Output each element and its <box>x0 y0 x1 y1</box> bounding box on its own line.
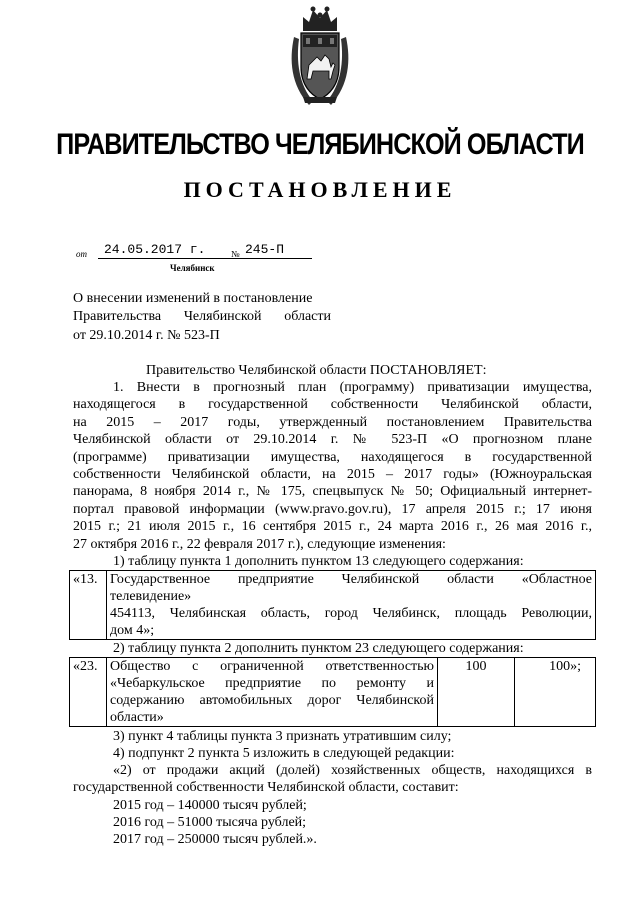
item-4: 4) подпункт 2 пункта 5 изложить в следующей редакции: <box>113 746 455 761</box>
paragraph-line: 2015 г.; 21 июля 2015 г., 16 сентября 2015 г., 24 марта 2016 г., 26 мая 2016 г., <box>73 519 592 535</box>
number-prefix: № <box>231 249 240 259</box>
table-2 <box>69 657 596 727</box>
year-line: 2015 год – 140000 тысяч рублей; <box>113 798 307 813</box>
year-line: 2016 год – 51000 тысяча рублей; <box>113 815 307 830</box>
paragraph-line: находящегося в государственной собственности Челябинской области, <box>73 397 592 413</box>
table-cell-content <box>107 658 438 727</box>
table-cell-number: «13. <box>70 571 107 640</box>
table-cell-value: 100»; <box>515 658 596 727</box>
table-line: Общество с ограниченной ответственностью <box>110 659 434 674</box>
date-number-line <box>76 244 316 264</box>
paragraph-line: 27 октября 2016 г., 22 февраля 2017 г.), следующие изменения: <box>73 536 446 552</box>
subject-line: от 29.10.2014 г. № 523-П <box>73 327 220 343</box>
table-cell-content <box>107 571 596 640</box>
item-1: 1) таблицу пункта 1 дополнить пунктом 13 следующего содержания: <box>113 554 524 569</box>
subject-line: Правительства Челябинской области <box>73 309 331 325</box>
table-line: содержанию автомобильных дорог Челябинской <box>110 693 434 708</box>
table-cell-value: 100 <box>438 658 515 727</box>
table-line: дом 4»; <box>110 623 155 638</box>
table-1 <box>69 570 596 640</box>
paragraph-line: портал правовой информации (www.pravo.gov.ru), 17 апреля 2015 г.; 17 июня <box>73 501 592 517</box>
table-line: области» <box>110 710 164 725</box>
paragraph-1 <box>73 379 592 553</box>
table-line: 454113, Челябинская область, город Челябинск, площадь Революции, <box>110 606 592 621</box>
quoted-subparagraph <box>73 762 592 797</box>
city-name: Челябинск <box>170 263 215 273</box>
paragraph-line: на 2015 – 2017 годы, утвержденный постановлением Правительства <box>73 414 592 430</box>
table-row <box>70 571 596 640</box>
paragraph-line: (программе) приватизации имущества, находящегося в государственной <box>73 449 592 465</box>
paragraph-line: собственности Челябинской области, на 2015 – 2017 годы» (Южноуральская <box>73 467 592 483</box>
document-subject <box>73 290 331 345</box>
subject-line: О внесении изменений в постановление <box>73 291 313 306</box>
organization-title: ПРАВИТЕЛЬСТВО ЧЕЛЯБИНСКОЙ ОБЛАСТИ <box>56 128 584 161</box>
document-date: 24.05.2017 г. <box>104 242 206 257</box>
date-underline <box>98 258 312 259</box>
table-cell-number: «23. <box>70 658 107 727</box>
document-number: 245-П <box>245 242 285 257</box>
date-prefix: от <box>76 249 87 259</box>
table-line: телевидение» <box>110 589 192 604</box>
paragraph-line: панорама, 8 ноября 2014 г., № 175, спецвыпуск № 50; Официальный интернет- <box>73 484 592 500</box>
table-line: «Чебаркульское предприятие по ремонту и <box>110 676 434 691</box>
paragraph-line: 1. Внести в прогнозный план (программу) приватизации имущества, <box>113 380 592 395</box>
year-line: 2017 год – 250000 тысяч рублей.». <box>113 832 317 847</box>
item-3: 3) пункт 4 таблицы пункта 3 признать утратившим силу; <box>113 729 452 744</box>
paragraph-line: Челябинской области от 29.10.2014 г. № 523-П «О прогнозном плане <box>73 432 592 448</box>
document-type: ПОСТАНОВЛЕНИЕ <box>183 177 457 202</box>
coat-of-arms-emblem <box>289 5 351 110</box>
paragraph-line: «2) от продажи акций (долей) хозяйственных обществ, находящихся в <box>113 763 592 778</box>
resolution-intro: Правительство Челябинской области ПОСТАНОВЛЯЕТ: <box>146 363 487 378</box>
item-2: 2) таблицу пункта 2 дополнить пунктом 23 следующего содержания: <box>113 641 524 656</box>
table-row <box>70 658 596 727</box>
table-line: Государственное предприятие Челябинской области «Областное <box>110 572 592 587</box>
paragraph-line: государственной собственности Челябинской области, составит: <box>73 780 459 796</box>
